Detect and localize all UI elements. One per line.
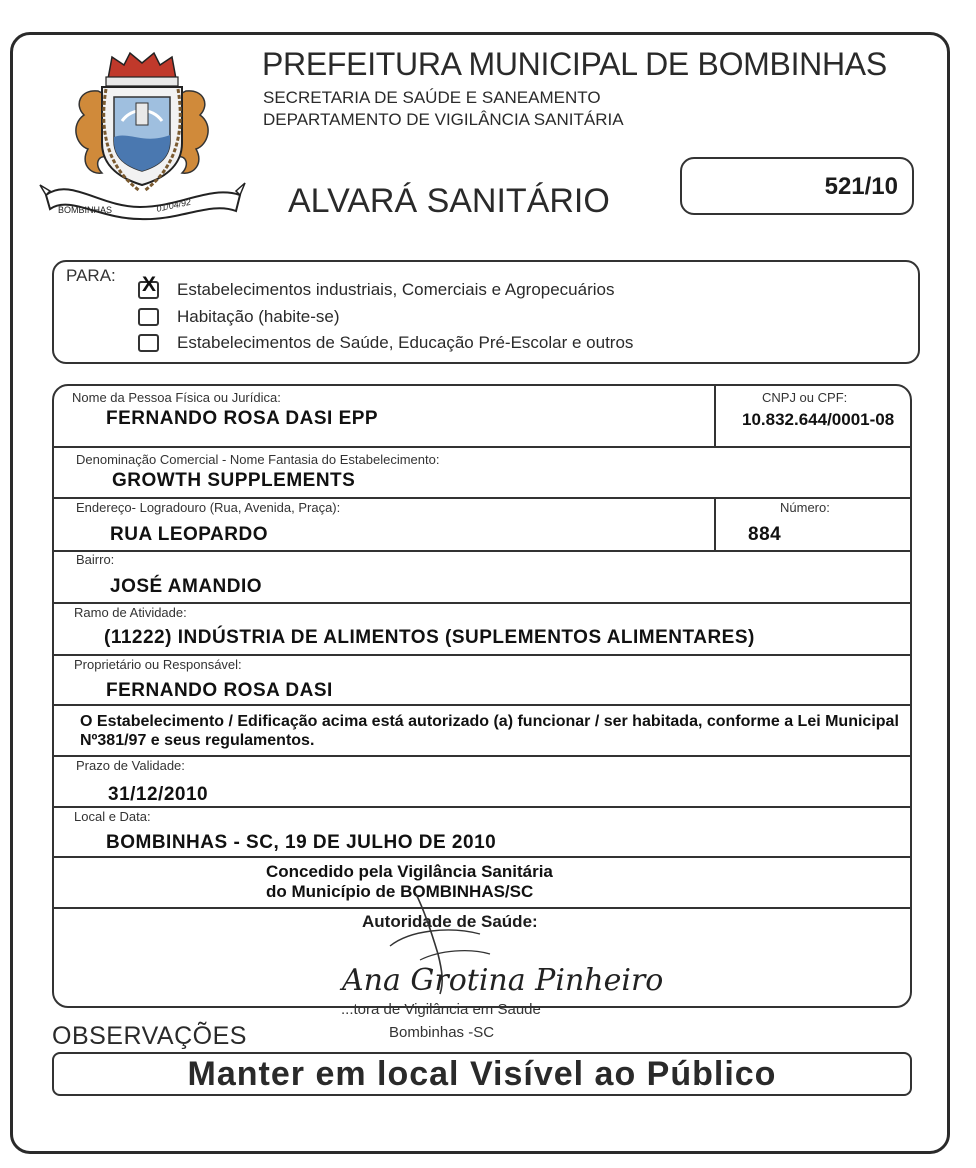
- granted-by-line1: Concedido pela Vigilância Sanitária: [266, 862, 553, 881]
- check-mark-icon: X: [142, 273, 157, 296]
- observations-box: [52, 1052, 912, 1096]
- crest-ribbon-date-text: 01/04/92: [155, 196, 192, 214]
- cnpj-label: CNPJ ou CPF:: [762, 390, 848, 405]
- purpose-option-label: Habitação (habite-se): [177, 307, 340, 326]
- observations-text: Manter em local Visível ao Público: [187, 1055, 777, 1093]
- row-divider: [52, 755, 912, 757]
- secretariat-subtitle: SECRETARIA DE SAÚDE E SANEAMENTO: [263, 88, 601, 107]
- document-number: 521/10: [824, 173, 898, 200]
- purpose-label: PARA:: [66, 266, 116, 285]
- granted-by-line2: do Município de BOMBINHAS/SC: [266, 882, 534, 901]
- purpose-option-label: Estabelecimentos de Saúde, Educação Pré-Escolar e outros: [177, 333, 634, 352]
- municipality-title: PREFEITURA MUNICIPAL DE BOMBINHAS: [262, 46, 887, 82]
- address-value: RUA LEOPARDO: [110, 524, 268, 545]
- purpose-option-label: Estabelecimentos industriais, Comerciais e Agropecuários: [177, 280, 615, 299]
- validity-value: 31/12/2010: [108, 784, 209, 805]
- column-divider: [714, 497, 716, 552]
- handwritten-signature: [320, 890, 664, 1010]
- document-number-box: [680, 157, 914, 215]
- district-value: JOSÉ AMANDIO: [110, 576, 263, 597]
- department-subtitle: DEPARTAMENTO DE VIGILÂNCIA SANITÁRIA: [263, 110, 624, 129]
- owner-label: Proprietário ou Responsável:: [74, 657, 242, 672]
- row-divider: [52, 704, 912, 706]
- number-label: Número:: [780, 500, 830, 515]
- signature-text: Ana Grotina Pinheiro: [342, 963, 664, 998]
- row-divider: [52, 446, 912, 448]
- place-date-label: Local e Data:: [74, 809, 151, 824]
- row-divider: [52, 602, 912, 604]
- place-date-value: BOMBINHAS - SC, 19 DE JULHO DE 2010: [106, 832, 497, 853]
- authorization-statement: O Estabelecimento / Edificação acima está autorizado (a) funcionar / ser habitada, conforme a Lei Municipal Nº381/97 e seus regulamentos.: [80, 713, 899, 749]
- row-divider: [52, 497, 912, 499]
- row-divider: [52, 856, 912, 858]
- owner-value: FERNANDO ROSA DASI: [106, 680, 333, 701]
- stamp-title: ...tora de Vigilância em Saude: [341, 1001, 541, 1018]
- column-divider: [714, 384, 716, 448]
- cnpj-value: 10.832.644/0001-08: [742, 410, 895, 429]
- stamp-city: Bombinhas -SC: [389, 1024, 495, 1041]
- row-divider: [52, 806, 912, 808]
- checkbox-checked: [138, 273, 159, 299]
- municipal-crest: [40, 45, 245, 220]
- health-authority-label: Autoridade de Saúde:: [362, 912, 538, 931]
- purpose-option-commercial: [138, 273, 615, 300]
- document-title: ALVARÁ SANITÁRIO: [288, 182, 610, 220]
- validity-label: Prazo de Validade:: [76, 758, 185, 773]
- activity-label: Ramo de Atividade:: [74, 605, 187, 620]
- district-label: Bairro:: [76, 552, 115, 567]
- number-value: 884: [748, 524, 782, 545]
- purpose-option-housing: [138, 307, 340, 327]
- checkbox-unchecked: [138, 308, 159, 326]
- row-divider: [52, 654, 912, 656]
- activity-value: (11222) INDÚSTRIA DE ALIMENTOS (SUPLEMENTOS ALIMENTARES): [104, 627, 755, 648]
- row-divider: [52, 550, 912, 552]
- trade-name-label: Denominação Comercial - Nome Fantasia do Estabelecimento:: [76, 452, 440, 467]
- checkbox-unchecked: [138, 334, 159, 352]
- name-label: Nome da Pessoa Física ou Jurídica:: [72, 390, 281, 405]
- observations-label: OBSERVAÇÕES: [52, 1022, 247, 1050]
- trade-name-value: GROWTH SUPPLEMENTS: [112, 470, 356, 491]
- purpose-option-health: [138, 333, 633, 353]
- name-value: FERNANDO ROSA DASI EPP: [106, 408, 379, 429]
- address-label: Endereço- Logradouro (Rua, Avenida, Praça):: [76, 500, 341, 515]
- crest-ribbon-left-text: BOMBINHAS: [58, 205, 113, 215]
